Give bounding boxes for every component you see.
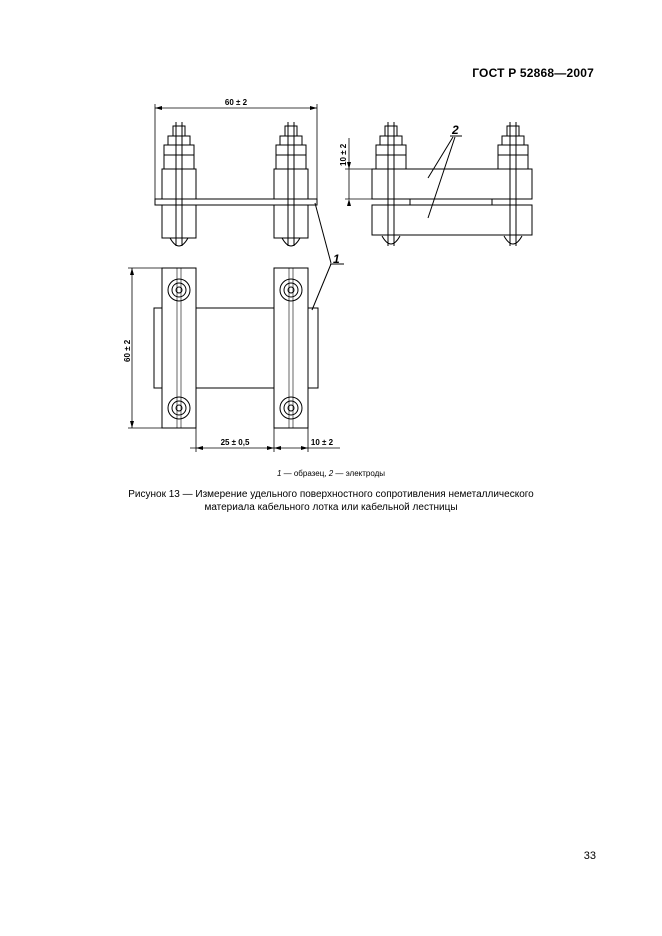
- front-view-left: [155, 98, 317, 246]
- caption-line-1: Рисунок 13 — Измерение удельного поверхностного сопротивления неметаллического: [128, 489, 534, 500]
- dim-edge: 10 ± 2: [310, 438, 334, 447]
- callout-electrodes: 2: [452, 123, 459, 137]
- dim-gap: 25 ± 0,5: [220, 438, 250, 447]
- callout-sample: 1: [333, 252, 340, 266]
- dim-height: 10 ± 2: [339, 143, 348, 166]
- figure-caption: [90, 488, 572, 514]
- dim-top-width: 60 ± 2: [224, 98, 248, 107]
- figure-legend: 1 — образец, 2 — электроды: [276, 469, 386, 478]
- side-view-right: [339, 122, 532, 246]
- page-number: 33: [583, 850, 596, 862]
- standard-header: ГОСТ Р 52868—2007: [472, 66, 594, 80]
- caption-line-2: материала кабельного лотка или кабельной лестницы: [204, 502, 458, 513]
- dim-plan-height: 60 ± 2: [123, 339, 132, 362]
- plan-view: [123, 203, 344, 452]
